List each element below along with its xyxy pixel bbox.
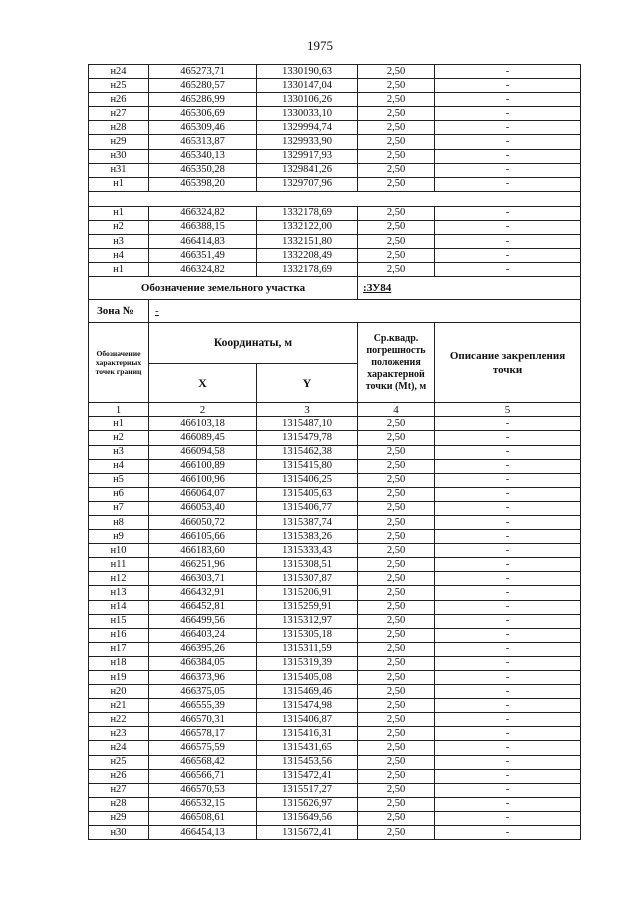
point-id-cell: н5 xyxy=(89,473,149,487)
y-coordinate-cell: 1315469,46 xyxy=(257,685,358,699)
page-number: 1975 xyxy=(307,38,333,53)
y-coordinate-cell: 1315479,78 xyxy=(257,431,358,445)
y-coordinate-cell: 1330147,04 xyxy=(257,79,358,93)
accuracy-cell: 2,50 xyxy=(358,263,435,277)
table-row xyxy=(89,220,581,234)
x-coordinate-cell: 466403,24 xyxy=(149,628,257,642)
y-coordinate-cell: 1315649,56 xyxy=(257,811,358,825)
parcel-value-text: :ЗУ84 xyxy=(363,282,392,295)
description-cell: - xyxy=(435,797,581,811)
point-id-cell: н1 xyxy=(89,206,149,220)
x-coordinate-cell: 466568,42 xyxy=(149,755,257,769)
table-row xyxy=(89,572,581,586)
accuracy-cell: 2,50 xyxy=(358,741,435,755)
point-id-cell: н24 xyxy=(89,65,149,79)
y-coordinate-cell: 1315307,87 xyxy=(257,572,358,586)
description-cell: - xyxy=(435,417,581,431)
x-coordinate-cell: 466570,31 xyxy=(149,713,257,727)
description-cell: - xyxy=(435,558,581,572)
accuracy-cell: 2,50 xyxy=(358,249,435,263)
accuracy-cell: 2,50 xyxy=(358,487,435,501)
table-row xyxy=(89,826,581,840)
table-row xyxy=(89,727,581,741)
description-cell: - xyxy=(435,642,581,656)
x-coordinate-cell: 466532,15 xyxy=(149,797,257,811)
table-row xyxy=(89,769,581,783)
point-id-cell: н2 xyxy=(89,220,149,234)
y-coordinate-cell: 1315626,97 xyxy=(257,797,358,811)
table-row xyxy=(89,431,581,445)
table-row xyxy=(89,163,581,177)
description-cell: - xyxy=(435,586,581,600)
accuracy-cell: 2,50 xyxy=(358,65,435,79)
y-coordinate-cell: 1315415,80 xyxy=(257,459,358,473)
header-designation: Обозначение характерных точек границ xyxy=(89,323,149,403)
y-coordinate-cell: 1315406,25 xyxy=(257,473,358,487)
y-coordinate-cell: 1315312,97 xyxy=(257,614,358,628)
description-cell: - xyxy=(435,163,581,177)
table-row xyxy=(89,797,581,811)
accuracy-cell: 2,50 xyxy=(358,459,435,473)
x-coordinate-cell: 465313,87 xyxy=(149,135,257,149)
table-row xyxy=(89,249,581,263)
x-coordinate-cell: 466395,26 xyxy=(149,642,257,656)
parcel-label: Обозначение земельного участка xyxy=(89,277,358,300)
accuracy-cell: 2,50 xyxy=(358,783,435,797)
accuracy-cell: 2,50 xyxy=(358,163,435,177)
y-coordinate-cell: 1315308,51 xyxy=(257,558,358,572)
x-coordinate-cell: 466575,59 xyxy=(149,741,257,755)
y-coordinate-cell: 1315416,31 xyxy=(257,727,358,741)
y-coordinate-cell: 1329994,74 xyxy=(257,121,358,135)
header-x: X xyxy=(149,364,257,403)
point-id-cell: н1 xyxy=(89,263,149,277)
header-accuracy: Ср.квадр. погрешность положения характерной точки (Mt), м xyxy=(358,323,435,403)
description-cell: - xyxy=(435,600,581,614)
column-number: 1 xyxy=(89,403,149,417)
x-coordinate-cell: 466570,53 xyxy=(149,783,257,797)
accuracy-cell: 2,50 xyxy=(358,445,435,459)
x-coordinate-cell: 465350,28 xyxy=(149,163,257,177)
y-coordinate-cell: 1315453,56 xyxy=(257,755,358,769)
column-number: 3 xyxy=(257,403,358,417)
accuracy-cell: 2,50 xyxy=(358,727,435,741)
description-cell: - xyxy=(435,263,581,277)
table-row xyxy=(89,656,581,670)
y-coordinate-cell: 1315462,38 xyxy=(257,445,358,459)
x-coordinate-cell: 466508,61 xyxy=(149,811,257,825)
description-cell: - xyxy=(435,79,581,93)
accuracy-cell: 2,50 xyxy=(358,586,435,600)
description-cell: - xyxy=(435,177,581,191)
table-row xyxy=(89,614,581,628)
y-coordinate-cell: 1315472,41 xyxy=(257,769,358,783)
column-number: 5 xyxy=(435,403,581,417)
x-coordinate-cell: 466089,45 xyxy=(149,431,257,445)
y-coordinate-cell: 1332122,00 xyxy=(257,220,358,234)
description-cell: - xyxy=(435,65,581,79)
accuracy-cell: 2,50 xyxy=(358,544,435,558)
x-coordinate-cell: 465309,46 xyxy=(149,121,257,135)
header-y: Y xyxy=(257,364,358,403)
y-coordinate-cell: 1330033,10 xyxy=(257,107,358,121)
table-row xyxy=(89,487,581,501)
point-id-cell: н18 xyxy=(89,656,149,670)
description-cell: - xyxy=(435,755,581,769)
accuracy-cell: 2,50 xyxy=(358,473,435,487)
point-id-cell: н22 xyxy=(89,713,149,727)
y-coordinate-cell: 1315311,59 xyxy=(257,642,358,656)
x-coordinate-cell: 466100,89 xyxy=(149,459,257,473)
point-id-cell: н26 xyxy=(89,93,149,107)
section-gap xyxy=(89,191,581,206)
y-coordinate-cell: 1315405,08 xyxy=(257,671,358,685)
description-cell: - xyxy=(435,826,581,840)
description-cell: - xyxy=(435,727,581,741)
x-coordinate-cell: 465286,99 xyxy=(149,93,257,107)
accuracy-cell: 2,50 xyxy=(358,135,435,149)
y-coordinate-cell: 1315259,91 xyxy=(257,600,358,614)
point-id-cell: н8 xyxy=(89,515,149,529)
x-coordinate-cell: 466566,71 xyxy=(149,769,257,783)
accuracy-cell: 2,50 xyxy=(358,656,435,670)
table-row xyxy=(89,642,581,656)
y-coordinate-cell: 1315405,63 xyxy=(257,487,358,501)
y-coordinate-cell: 1332178,69 xyxy=(257,263,358,277)
x-coordinate-cell: 466251,96 xyxy=(149,558,257,572)
accuracy-cell: 2,50 xyxy=(358,558,435,572)
description-cell: - xyxy=(435,685,581,699)
table-row xyxy=(89,699,581,713)
x-coordinate-cell: 466452,81 xyxy=(149,600,257,614)
x-coordinate-cell: 465340,13 xyxy=(149,149,257,163)
point-id-cell: н28 xyxy=(89,121,149,135)
y-coordinate-cell: 1329841,26 xyxy=(257,163,358,177)
description-cell: - xyxy=(435,530,581,544)
y-coordinate-cell: 1315333,43 xyxy=(257,544,358,558)
point-id-cell: н24 xyxy=(89,741,149,755)
x-coordinate-cell: 466094,58 xyxy=(149,445,257,459)
table-row xyxy=(89,177,581,191)
y-coordinate-cell: 1332208,49 xyxy=(257,249,358,263)
x-coordinate-cell: 466499,56 xyxy=(149,614,257,628)
table-row xyxy=(89,530,581,544)
x-coordinate-cell: 466324,82 xyxy=(149,206,257,220)
point-id-cell: н28 xyxy=(89,797,149,811)
accuracy-cell: 2,50 xyxy=(358,501,435,515)
table-row xyxy=(89,107,581,121)
y-coordinate-cell: 1330106,26 xyxy=(257,93,358,107)
x-coordinate-cell: 466555,39 xyxy=(149,699,257,713)
x-coordinate-cell: 466303,71 xyxy=(149,572,257,586)
table-row xyxy=(89,755,581,769)
accuracy-cell: 2,50 xyxy=(358,826,435,840)
description-cell: - xyxy=(435,135,581,149)
table-row xyxy=(89,417,581,431)
accuracy-cell: 2,50 xyxy=(358,431,435,445)
x-coordinate-cell: 466578,17 xyxy=(149,727,257,741)
description-cell: - xyxy=(435,515,581,529)
point-id-cell: н12 xyxy=(89,572,149,586)
description-cell: - xyxy=(435,699,581,713)
point-id-cell: н21 xyxy=(89,699,149,713)
description-cell: - xyxy=(435,487,581,501)
table-row xyxy=(89,685,581,699)
point-id-cell: н3 xyxy=(89,445,149,459)
accuracy-cell: 2,50 xyxy=(358,713,435,727)
accuracy-cell: 2,50 xyxy=(358,121,435,135)
table-row xyxy=(89,558,581,572)
accuracy-cell: 2,50 xyxy=(358,671,435,685)
x-coordinate-cell: 466414,83 xyxy=(149,235,257,249)
coordinates-table xyxy=(88,64,581,840)
description-cell: - xyxy=(435,107,581,121)
header-coordinates: Координаты, м xyxy=(149,323,358,364)
x-coordinate-cell: 466105,66 xyxy=(149,530,257,544)
table-row xyxy=(89,586,581,600)
accuracy-cell: 2,50 xyxy=(358,769,435,783)
table-row xyxy=(89,671,581,685)
y-coordinate-cell: 1315383,26 xyxy=(257,530,358,544)
y-coordinate-cell: 1330190,63 xyxy=(257,65,358,79)
accuracy-cell: 2,50 xyxy=(358,149,435,163)
y-coordinate-cell: 1329707,96 xyxy=(257,177,358,191)
description-cell: - xyxy=(435,544,581,558)
x-coordinate-cell: 465273,71 xyxy=(149,65,257,79)
table-row xyxy=(89,459,581,473)
point-id-cell: н4 xyxy=(89,459,149,473)
table-row xyxy=(89,121,581,135)
accuracy-cell: 2,50 xyxy=(358,220,435,234)
x-coordinate-cell: 466384,05 xyxy=(149,656,257,670)
point-id-cell: н16 xyxy=(89,628,149,642)
point-id-cell: н25 xyxy=(89,79,149,93)
description-cell: - xyxy=(435,431,581,445)
point-id-cell: н29 xyxy=(89,135,149,149)
y-coordinate-cell: 1315406,87 xyxy=(257,713,358,727)
point-id-cell: н1 xyxy=(89,177,149,191)
point-id-cell: н1 xyxy=(89,417,149,431)
accuracy-cell: 2,50 xyxy=(358,177,435,191)
section-1-rows xyxy=(89,65,581,192)
table-row xyxy=(89,235,581,249)
point-id-cell: н31 xyxy=(89,163,149,177)
parcel-header xyxy=(89,277,581,417)
x-coordinate-cell: 466388,15 xyxy=(149,220,257,234)
description-cell: - xyxy=(435,769,581,783)
accuracy-cell: 2,50 xyxy=(358,107,435,121)
description-cell: - xyxy=(435,656,581,670)
point-id-cell: н17 xyxy=(89,642,149,656)
table-row xyxy=(89,135,581,149)
y-coordinate-cell: 1315487,10 xyxy=(257,417,358,431)
zone-label: Зона № xyxy=(89,300,149,323)
description-cell: - xyxy=(435,149,581,163)
x-coordinate-cell: 466100,96 xyxy=(149,473,257,487)
x-coordinate-cell: 466432,91 xyxy=(149,586,257,600)
x-coordinate-cell: 465280,57 xyxy=(149,79,257,93)
point-id-cell: н13 xyxy=(89,586,149,600)
accuracy-cell: 2,50 xyxy=(358,628,435,642)
accuracy-cell: 2,50 xyxy=(358,235,435,249)
table-row xyxy=(89,544,581,558)
y-coordinate-cell: 1315387,74 xyxy=(257,515,358,529)
description-cell: - xyxy=(435,713,581,727)
section-3-rows xyxy=(89,417,581,840)
table-row xyxy=(89,445,581,459)
point-id-cell: н14 xyxy=(89,600,149,614)
y-coordinate-cell: 1329933,90 xyxy=(257,135,358,149)
table-row xyxy=(89,65,581,79)
description-cell: - xyxy=(435,445,581,459)
accuracy-cell: 2,50 xyxy=(358,699,435,713)
point-id-cell: н7 xyxy=(89,501,149,515)
point-id-cell: н26 xyxy=(89,769,149,783)
table-row xyxy=(89,628,581,642)
accuracy-cell: 2,50 xyxy=(358,417,435,431)
point-id-cell: н19 xyxy=(89,671,149,685)
table-row xyxy=(89,473,581,487)
column-number: 4 xyxy=(358,403,435,417)
table-row xyxy=(89,811,581,825)
accuracy-cell: 2,50 xyxy=(358,206,435,220)
table-row xyxy=(89,206,581,220)
point-id-cell: н11 xyxy=(89,558,149,572)
table-row xyxy=(89,783,581,797)
x-coordinate-cell: 466053,40 xyxy=(149,501,257,515)
x-coordinate-cell: 466375,05 xyxy=(149,685,257,699)
header-description: Описание закрепления точки xyxy=(435,323,581,403)
column-number: 2 xyxy=(149,403,257,417)
point-id-cell: н27 xyxy=(89,783,149,797)
y-coordinate-cell: 1329917,93 xyxy=(257,149,358,163)
point-id-cell: н9 xyxy=(89,530,149,544)
x-coordinate-cell: 466050,72 xyxy=(149,515,257,529)
description-cell: - xyxy=(435,572,581,586)
accuracy-cell: 2,50 xyxy=(358,515,435,529)
point-id-cell: н3 xyxy=(89,235,149,249)
x-coordinate-cell: 466351,49 xyxy=(149,249,257,263)
y-coordinate-cell: 1315406,77 xyxy=(257,501,358,515)
y-coordinate-cell: 1315672,41 xyxy=(257,826,358,840)
zone-value xyxy=(149,300,581,323)
description-cell: - xyxy=(435,811,581,825)
description-cell: - xyxy=(435,93,581,107)
accuracy-cell: 2,50 xyxy=(358,530,435,544)
point-id-cell: н30 xyxy=(89,826,149,840)
y-coordinate-cell: 1315431,65 xyxy=(257,741,358,755)
y-coordinate-cell: 1315517,27 xyxy=(257,783,358,797)
description-cell: - xyxy=(435,501,581,515)
y-coordinate-cell: 1315319,39 xyxy=(257,656,358,670)
y-coordinate-cell: 1332178,69 xyxy=(257,206,358,220)
point-id-cell: н15 xyxy=(89,614,149,628)
accuracy-cell: 2,50 xyxy=(358,797,435,811)
point-id-cell: н10 xyxy=(89,544,149,558)
point-id-cell: н23 xyxy=(89,727,149,741)
accuracy-cell: 2,50 xyxy=(358,811,435,825)
y-coordinate-cell: 1332151,80 xyxy=(257,235,358,249)
y-coordinate-cell: 1315305,18 xyxy=(257,628,358,642)
x-coordinate-cell: 465398,20 xyxy=(149,177,257,191)
table-row xyxy=(89,515,581,529)
description-cell: - xyxy=(435,671,581,685)
zone-value-text: - xyxy=(155,305,159,318)
accuracy-cell: 2,50 xyxy=(358,600,435,614)
table-row xyxy=(89,501,581,515)
accuracy-cell: 2,50 xyxy=(358,685,435,699)
description-cell: - xyxy=(435,614,581,628)
description-cell: - xyxy=(435,628,581,642)
table-row xyxy=(89,600,581,614)
parcel-value xyxy=(358,277,581,300)
x-coordinate-cell: 466373,96 xyxy=(149,671,257,685)
table-row xyxy=(89,79,581,93)
point-id-cell: н27 xyxy=(89,107,149,121)
point-id-cell: н2 xyxy=(89,431,149,445)
accuracy-cell: 2,50 xyxy=(358,93,435,107)
point-id-cell: н25 xyxy=(89,755,149,769)
x-coordinate-cell: 466064,07 xyxy=(149,487,257,501)
table-row xyxy=(89,263,581,277)
description-cell: - xyxy=(435,741,581,755)
description-cell: - xyxy=(435,783,581,797)
x-coordinate-cell: 466324,82 xyxy=(149,263,257,277)
section-2-rows xyxy=(89,206,581,276)
table-row xyxy=(89,741,581,755)
accuracy-cell: 2,50 xyxy=(358,79,435,93)
point-id-cell: н30 xyxy=(89,149,149,163)
point-id-cell: н4 xyxy=(89,249,149,263)
description-cell: - xyxy=(435,220,581,234)
table-row xyxy=(89,149,581,163)
description-cell: - xyxy=(435,249,581,263)
description-cell: - xyxy=(435,235,581,249)
x-coordinate-cell: 466103,18 xyxy=(149,417,257,431)
description-cell: - xyxy=(435,206,581,220)
x-coordinate-cell: 465306,69 xyxy=(149,107,257,121)
description-cell: - xyxy=(435,121,581,135)
x-coordinate-cell: 466454,13 xyxy=(149,826,257,840)
point-id-cell: н29 xyxy=(89,811,149,825)
accuracy-cell: 2,50 xyxy=(358,572,435,586)
description-cell: - xyxy=(435,459,581,473)
x-coordinate-cell: 466183,60 xyxy=(149,544,257,558)
y-coordinate-cell: 1315474,98 xyxy=(257,699,358,713)
accuracy-cell: 2,50 xyxy=(358,755,435,769)
table-row xyxy=(89,713,581,727)
point-id-cell: н6 xyxy=(89,487,149,501)
y-coordinate-cell: 1315206,91 xyxy=(257,586,358,600)
table-row xyxy=(89,93,581,107)
accuracy-cell: 2,50 xyxy=(358,614,435,628)
description-cell: - xyxy=(435,473,581,487)
point-id-cell: н20 xyxy=(89,685,149,699)
accuracy-cell: 2,50 xyxy=(358,642,435,656)
